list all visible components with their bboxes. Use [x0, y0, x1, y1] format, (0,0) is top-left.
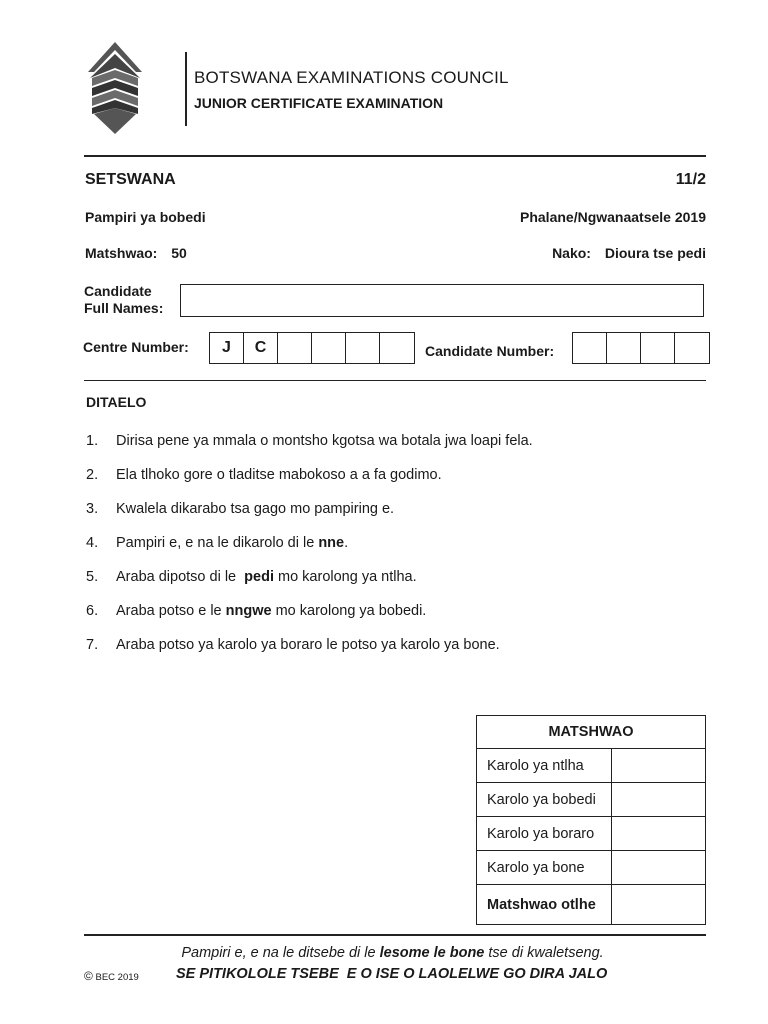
time-value: Dioura tse pedi: [604, 245, 706, 261]
candidate-names-label: [84, 283, 163, 317]
instruction-item: [86, 433, 533, 449]
page-turn-warning: SE PITIKOLOLE TSEBE E O ISE O LAOLELWE GO DIRA JALO: [176, 966, 608, 982]
total-score-cell: [612, 885, 706, 925]
time-info: [552, 245, 706, 261]
instruction-text-pre: Pampiri e, e na le dikarolo di le: [116, 535, 319, 551]
instruction-text: Ela tlhoko gore o tladitse mabokoso a a fa godimo.: [116, 467, 442, 483]
marks-table-row: [477, 749, 706, 783]
candidate-number-field[interactable]: [572, 332, 710, 364]
centre-number-field[interactable]: [209, 332, 415, 364]
section-score-cell: [612, 851, 706, 885]
page-count-note: [0, 945, 768, 961]
section-score-cell: [612, 817, 706, 851]
section-label: Karolo ya boraro: [477, 817, 612, 851]
marks-table-row: [477, 783, 706, 817]
marks-info: [85, 245, 187, 261]
instruction-number: 2.: [86, 467, 99, 483]
time-label: Nako:: [552, 245, 591, 261]
instruction-text-post: mo karolong ya ntlha.: [273, 569, 417, 585]
page-count-post: tse di kwaletseng.: [484, 945, 604, 961]
instruction-number: 3.: [86, 501, 99, 517]
centre-digit-box[interactable]: [346, 333, 380, 363]
instruction-emphasis: nne: [318, 535, 345, 551]
candidate-digit-box[interactable]: [641, 333, 675, 363]
instruction-emphasis: pedi: [244, 569, 274, 585]
instruction-text: Araba potso ya karolo ya boraro le potso ya karolo ya bone.: [116, 637, 500, 653]
marks-table-row: [477, 851, 706, 885]
exam-session: Phalane/Ngwanaatsele 2019: [520, 209, 706, 225]
marks-label: Matshwao:: [85, 245, 158, 261]
copyright: [84, 969, 139, 983]
section-label: Karolo ya bobedi: [477, 783, 612, 817]
instruction-text-pre: Araba potso e le: [116, 603, 226, 619]
candidate-digit-box[interactable]: [675, 333, 709, 363]
total-label: Matshwao otlhe: [477, 885, 612, 925]
subject: SETSWANA: [85, 171, 176, 188]
marks-table-total-row: [477, 885, 706, 925]
centre-number-label: Centre Number:: [83, 339, 189, 355]
divider-bottom: [84, 934, 706, 936]
instruction-item: [86, 467, 442, 483]
instruction-item: [86, 603, 426, 619]
section-label: Karolo ya ntlha: [477, 749, 612, 783]
centre-digit-box[interactable]: [278, 333, 312, 363]
candidate-names-label-line1: Candidate: [84, 283, 152, 299]
instruction-text-pre: Araba dipotso di le: [116, 569, 245, 585]
candidate-number-label: Candidate Number:: [425, 343, 555, 359]
candidate-names-field[interactable]: [180, 284, 704, 317]
paper-code: 11/2: [675, 171, 706, 188]
instruction-item: [86, 637, 500, 653]
header-divider: [185, 52, 187, 126]
instruction-text-post: .: [344, 535, 349, 551]
paper-name: Pampiri ya bobedi: [85, 209, 206, 225]
instruction-emphasis: nngwe: [225, 603, 272, 619]
instruction-item: [86, 535, 348, 551]
candidate-digit-box[interactable]: [607, 333, 641, 363]
instruction-text: Dirisa pene ya mmala o montsho kgotsa wa botala jwa loapi fela.: [116, 433, 533, 449]
marks-table: [476, 715, 706, 925]
marks-value: 50: [171, 245, 187, 261]
page-count-number: lesome le bone: [379, 945, 485, 961]
copyright-text: BEC 2019: [95, 972, 139, 983]
centre-digit-box[interactable]: [312, 333, 346, 363]
examination-title: JUNIOR CERTIFICATE EXAMINATION: [194, 95, 444, 111]
candidate-names-label-line2: Full Names:: [84, 300, 164, 316]
instruction-number: 1.: [86, 433, 99, 449]
marks-table-header-row: [477, 716, 706, 749]
instructions-heading: DITAELO: [86, 394, 147, 410]
instruction-text-post: mo karolong ya bobedi.: [271, 603, 427, 619]
instruction-number: 4.: [86, 535, 99, 551]
section-label: Karolo ya bone: [477, 851, 612, 885]
centre-digit-box[interactable]: [380, 333, 414, 363]
bec-logo: [84, 42, 146, 134]
copyright-symbol: ©: [84, 969, 93, 983]
centre-prefix-c: C: [244, 333, 278, 363]
instruction-item: [86, 569, 417, 585]
section-score-cell: [612, 783, 706, 817]
page-count-pre: Pampiri e, e na le ditsebe di le: [181, 945, 380, 961]
instruction-item: [86, 501, 394, 517]
organisation-name: BOTSWANA EXAMINATIONS COUNCIL: [194, 68, 509, 87]
instruction-number: 7.: [86, 637, 99, 653]
centre-prefix-j: J: [210, 333, 244, 363]
marks-table-heading: MATSHWAO: [477, 716, 706, 749]
divider-middle: [84, 380, 706, 381]
divider-top: [84, 155, 706, 157]
instruction-number: 5.: [86, 569, 99, 585]
instruction-number: 6.: [86, 603, 99, 619]
marks-table-row: [477, 817, 706, 851]
candidate-digit-box[interactable]: [573, 333, 607, 363]
section-score-cell: [612, 749, 706, 783]
instruction-text: Kwalela dikarabo tsa gago mo pampiring e.: [116, 501, 395, 517]
